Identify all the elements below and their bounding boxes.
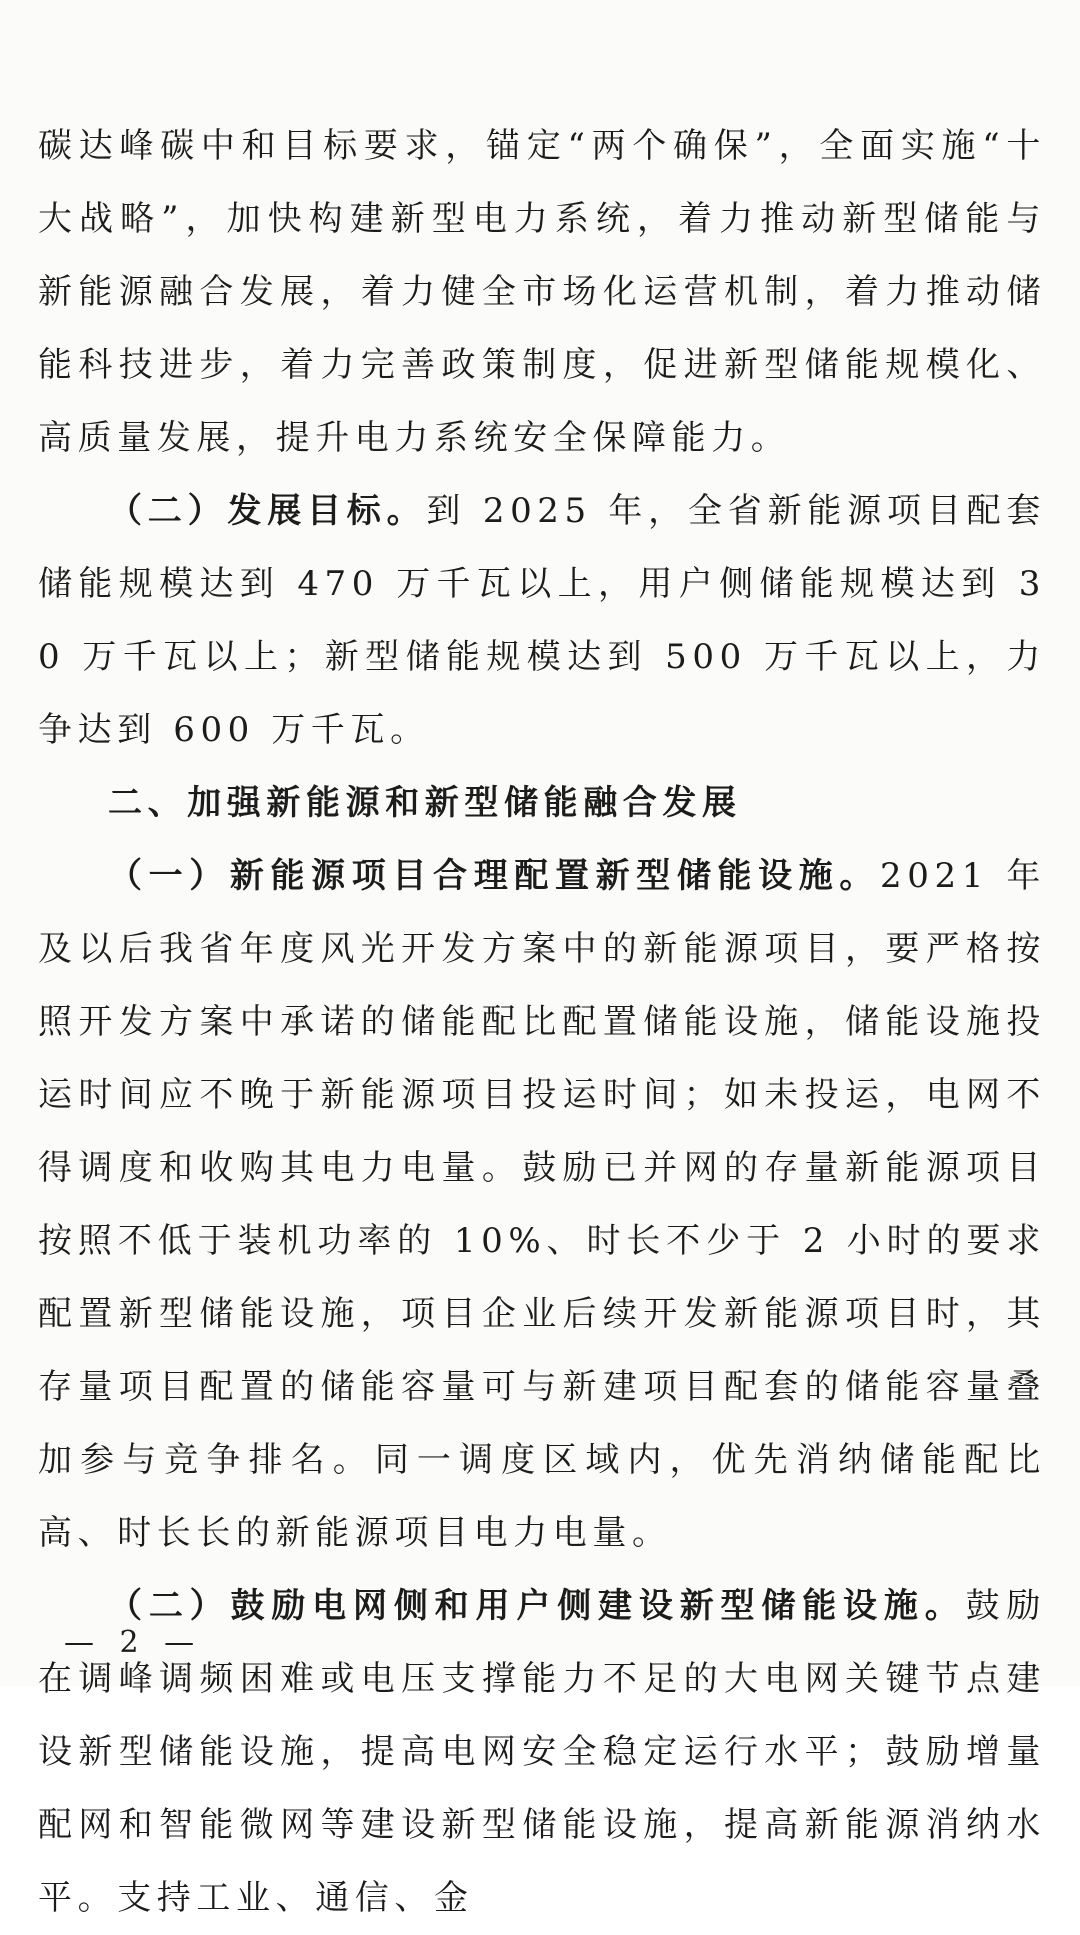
paragraph-development-goals-lead: （二）发展目标。 [108, 491, 427, 531]
paragraph-grid-user-storage-lead: （二）鼓励电网侧和用户侧建设新型储能设施。 [108, 1586, 966, 1626]
paragraph-new-energy-storage [38, 840, 1046, 1570]
paragraph-new-energy-storage-body: 2021 年及以后我省年度风光开发方案中的新能源项目，要严格按照开发方案中承诺的储能配比配置储能设施，储能设施投运时间应不晚于新能源项目投运时间；如未投运，电网不得调度和收购其电力电量。鼓励已并网的存量新能源项目按照不低于装机功率的 10%、时长不少于 2 小时的要求配置新型储能设施，项目企业后续开发新能源项目时，其存量项目配置的储能容量可与新建项目配套的储能容量叠加参与竞争排名。同一调度区域内，优先消纳储能配比高、时长长的新能源项目电力电量。 [38, 856, 1046, 1553]
section-heading-2: 二、加强新能源和新型储能融合发展 [108, 783, 742, 823]
paragraph-intro [38, 110, 1046, 475]
page-number: — 2 — [64, 1625, 203, 1660]
paragraph-new-energy-storage-lead: （一）新能源项目合理配置新型储能设施。 [108, 856, 881, 896]
paragraph-development-goals [38, 475, 1046, 767]
paragraph-grid-user-storage-body: 鼓励在调峰调频困难或电压支撑能力不足的大电网关键节点建设新型储能设施，提高电网安全稳定运行水平；鼓励增量配网和智能微网等建设新型储能设施，提高新能源消纳水平。支持工业、通信、金 [38, 1586, 1046, 1918]
paragraph-development-goals-body: 到 2025 年，全省新能源项目配套储能规模达到 470 万千瓦以上，用户侧储能规模达到 30 万千瓦以上；新型储能规模达到 500 万千瓦以上，力争达到 600 万千瓦。 [38, 491, 1046, 750]
paragraph-intro-text: 碳达峰碳中和目标要求，锚定“两个确保”，全面实施“十大战略”，加快构建新型电力系统，着力推动新型储能与新能源融合发展，着力健全市场化运营机制，着力推动储能科技进步，着力完善政策制度，促进新型储能规模化、高质量发展，提升电力系统安全保障能力。 [38, 126, 1046, 458]
